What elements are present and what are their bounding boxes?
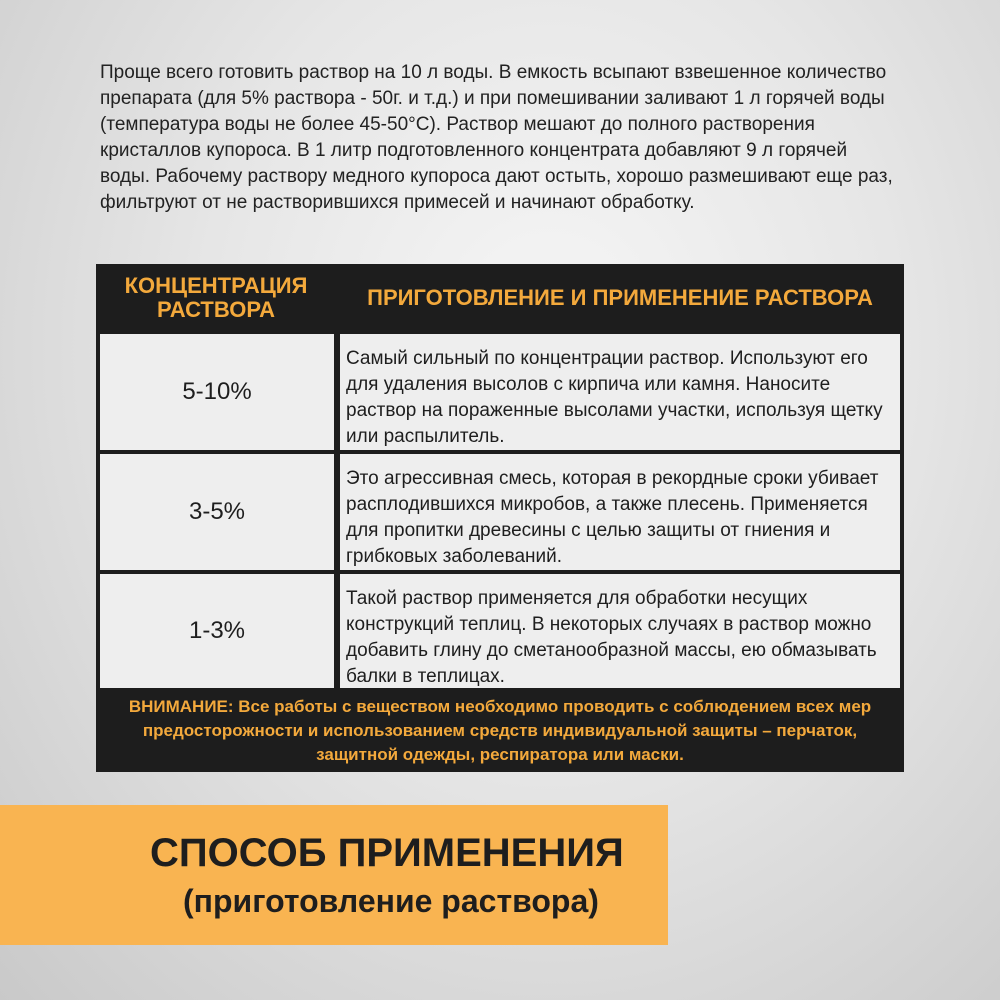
row-description: Самый сильный по концентрации раствор. Используют его для удаления высолов с кирпича или камня. Наносите раствор на пораженные высолами участки, используя щетку или распылитель. <box>340 334 900 450</box>
intro-text: Проще всего готовить раствор на 10 л воды. В емкость всыпают взвешенное количество препарата (для 5% раствора - 50г. и т.д.) и при помешивании заливают 1 л горячей воды (температура воды не более 45-50°С). Раствор мешают до полного растворения кристаллов купороса. В 1 литр подготовленного концентрата добавляют 9 л горячей воды. Рабочему раствору медного купороса дают остыть, хорошо размешивают еще раз, фильтруют от не растворившихся примесей и начинают обработку. <box>100 62 893 213</box>
table-row <box>100 454 900 570</box>
intro-paragraph <box>100 60 900 216</box>
table-row <box>100 334 900 450</box>
row-concentration: 1-3% <box>100 574 334 688</box>
row-concentration: 5-10% <box>100 334 334 450</box>
header-preparation: ПРИГОТОВЛЕНИЕ И ПРИМЕНЕНИЕ РАСТВОРА <box>367 285 873 310</box>
table-header <box>96 264 904 332</box>
row-description: Это агрессивная смесь, которая в рекордные сроки убивает расплодившихся микробов, а также плесень. Применяется для пропитки древесины с целью защиты от гниения и грибковых заболеваний. <box>340 454 900 570</box>
row-concentration: 3-5% <box>100 454 334 570</box>
row-description: Такой раствор применяется для обработки несущих конструкций теплиц. В некоторых случаях в раствор можно добавить глину до сметанообразной массы, ею обмазывать балки в теплицах. <box>340 574 900 688</box>
banner-subtitle: (приготовление раствора) <box>183 883 599 919</box>
banner-title: СПОСОБ ПРИМЕНЕНИЯ <box>150 831 624 875</box>
table-row <box>100 574 900 688</box>
title-banner <box>0 805 668 945</box>
warning-text: ВНИМАНИЕ: Все работы с веществом необходимо проводить с соблюдением всех мер предосторожности и использованием средств индивидуальной защиты – перчаток, защитной одежды, респиратора или маски. <box>128 697 872 764</box>
warning-note <box>96 690 904 772</box>
header-concentration: КОНЦЕНТРАЦИЯ РАСТВОРА <box>124 273 308 322</box>
concentration-table <box>96 264 904 772</box>
